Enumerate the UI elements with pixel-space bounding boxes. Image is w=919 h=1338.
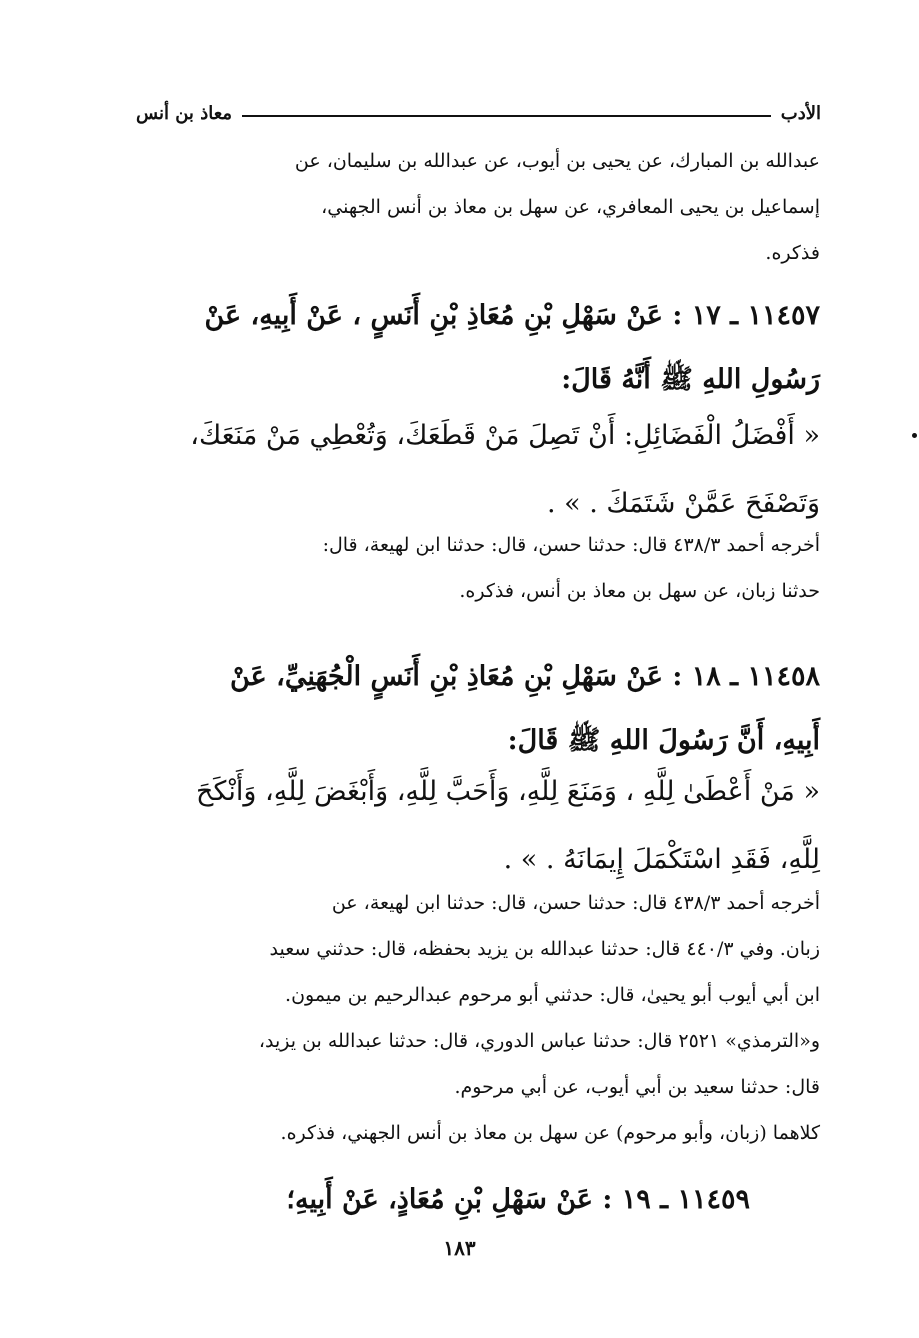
text-line: إسماعيل بن يحيى المعافري، عن سهل بن معاذ بن أنس الجهني، bbox=[321, 196, 820, 218]
text-line: حدثنا زبان، عن سهل بن معاذ بن أنس، فذكره. bbox=[459, 580, 820, 602]
page-number: ١٨٣ bbox=[443, 1236, 476, 1260]
hadith-1457-heading bbox=[120, 284, 820, 412]
hadith-1459-heading bbox=[260, 1168, 750, 1232]
text-line: كلاهما (زبان، وأبو مرحوم) عن سهل بن معاذ بن أنس الجهني، فذكره. bbox=[280, 1122, 820, 1144]
text-line: أخرجه أحمد ٤٣٨/٣ قال: حدثنا حسن، قال: حدثنا ابن لهيعة، قال: bbox=[322, 534, 820, 556]
header-section: معاذ بن أنس bbox=[136, 102, 233, 124]
hadith-1458-heading bbox=[120, 645, 820, 773]
text-line: وَتَصْفَحَ عَمَّنْ شَتَمَكَ . » . bbox=[546, 488, 820, 519]
text-line: « أَفْضَلُ الْفَضَائِلِ: أَنْ تَصِلَ مَنْ قَطَعَكَ، وَتُعْطِي مَنْ مَنَعَكَ، bbox=[190, 420, 820, 451]
hadith-1458-matn bbox=[96, 758, 820, 894]
text-line: أَبِيهِ، أَنَّ رَسُولَ اللهِ ﷺ قَالَ: bbox=[507, 725, 820, 756]
text-line: ١١٤٥٧ ـ ١٧ : عَنْ سَهْلِ بْنِ مُعَاذِ بْنِ أَنَسٍ ، عَنْ أَبِيهِ، عَنْ bbox=[204, 300, 820, 331]
text-line: ١١٤٥٩ ـ ١٩ : عَنْ سَهْلِ بْنِ مُعَاذٍ، عَنْ أَبِيهِ؛ bbox=[286, 1184, 750, 1215]
text-line: لِلَّهِ، فَقَدِ اسْتَكْمَلَ إِيمَانَهُ . » . bbox=[503, 844, 820, 875]
text-line: ١١٤٥٨ ـ ١٨ : عَنْ سَهْلِ بْنِ مُعَاذِ بْنِ أَنَسٍ الْجُهَنِيِّ، عَنْ bbox=[230, 661, 820, 692]
running-header bbox=[136, 96, 821, 130]
header-rule bbox=[242, 115, 771, 117]
text-line: رَسُولِ اللهِ ﷺ أَنَّهُ قَالَ: bbox=[561, 364, 820, 395]
header-chapter: الأدب bbox=[780, 102, 821, 124]
margin-mark bbox=[912, 433, 917, 438]
text-line: أخرجه أحمد ٤٣٨/٣ قال: حدثنا حسن، قال: حدثنا ابن لهيعة، عن bbox=[331, 892, 820, 914]
text-line: و«الترمذي» ٢٥٢١ قال: حدثنا عباس الدوري، قال: حدثنا عبدالله بن يزيد، bbox=[258, 1030, 820, 1052]
text-line: زبان. وفي ٤٤٠/٣ قال: حدثنا عبدالله بن يزيد بحفظه، قال: حدثني سعيد bbox=[269, 938, 820, 960]
hadith-1457-matn bbox=[100, 402, 820, 538]
text-line: فذكره. bbox=[765, 242, 820, 264]
hadith-1457-takhrij bbox=[120, 522, 820, 614]
text-line: « مَنْ أَعْطَىٰ لِلَّهِ ، وَمَنَعَ لِلَّهِ، وَأَحَبَّ لِلَّهِ، وَأَبْغَضَ لِلَّهِ، وَأَنْكَحَ bbox=[196, 776, 820, 807]
hadith-1458-takhrij bbox=[120, 880, 820, 1156]
intro-paragraph bbox=[120, 138, 820, 276]
text-line: عبدالله بن المبارك، عن يحيى بن أيوب، عن عبدالله بن سليمان، عن bbox=[294, 150, 820, 172]
text-line: ابن أبي أيوب أبو يحيىٰ، قال: حدثني أبو مرحوم عبدالرحيم بن ميمون. bbox=[285, 984, 820, 1006]
text-line: قال: حدثنا سعيد بن أبي أيوب، عن أبي مرحوم. bbox=[454, 1076, 820, 1098]
